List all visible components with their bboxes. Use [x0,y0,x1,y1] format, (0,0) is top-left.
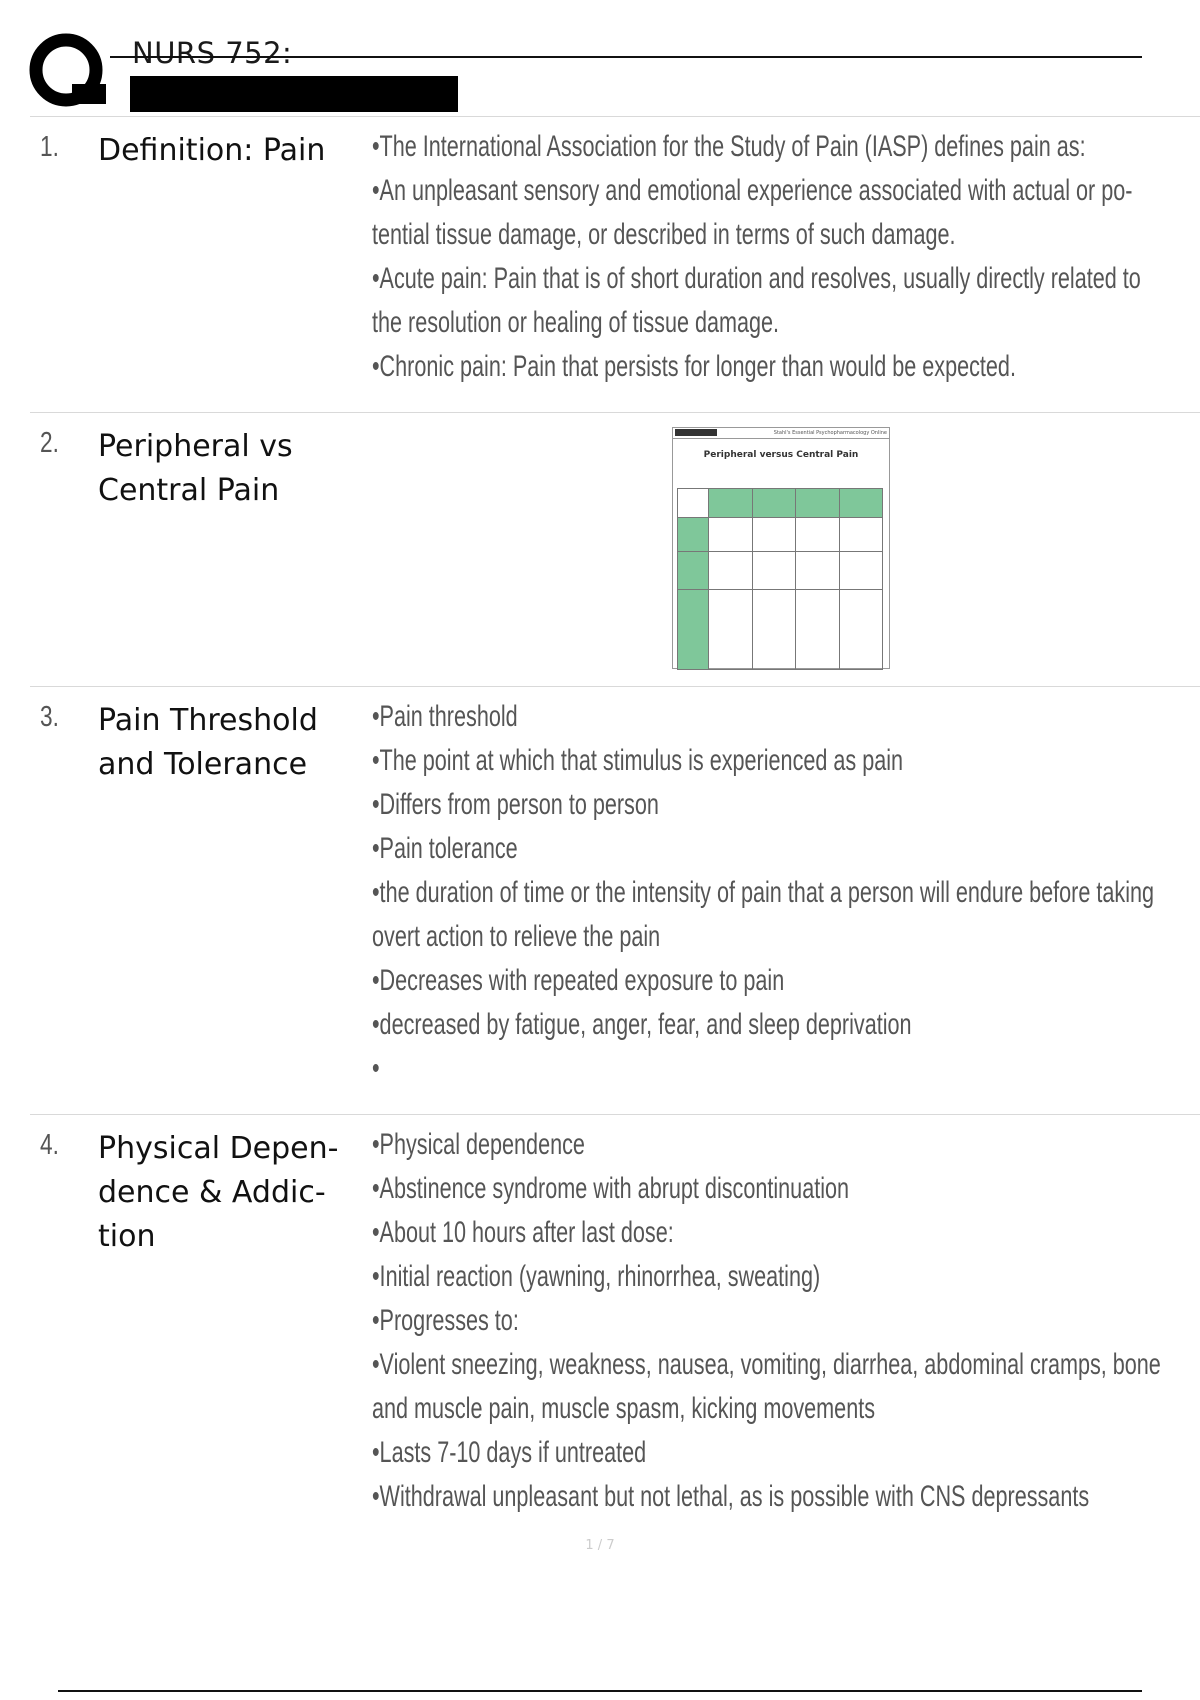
content-line: •Withdrawal unpleasant but not lethal, as is possible with CNS depressants [372,1480,1090,1513]
content-line: •Physical dependence [372,1128,585,1161]
content-line: •Decreases with repeated exposure to pain [372,964,785,997]
content-line: •decreased by fatigue, anger, fear, and sleep deprivation [372,1008,912,1041]
section-content [372,695,1164,1091]
image-table-row [678,518,883,552]
image-tag [675,429,717,436]
content-line: the resolution or healing of tissue damage. [372,306,780,339]
section-definition-pain [30,116,1200,413]
content-line: •The International Association for the Study of Pain (IASP) defines pain as: [372,130,1086,163]
content-line: •The point at which that stimulus is experienced as pain [372,744,904,777]
content-line: •Pain tolerance [372,832,518,865]
content-line: •Progresses to: [372,1304,519,1337]
section-number: 3. [40,701,59,733]
section-dependence-addiction [30,1114,1200,1535]
section-title: Pain Threshold and Tolerance [98,703,318,782]
content-line: and muscle pain, muscle spasm, kicking movements [372,1392,876,1425]
redaction-bar [130,76,458,112]
content-line: •Differs from person to person [372,788,659,821]
content-line: •Lasts 7-10 days if untreated [372,1436,647,1469]
section-content [372,125,1164,389]
section-title: Physical Depen- dence & Addic- tion [98,1131,339,1254]
section-number: 1. [40,131,59,163]
content-line: •About 10 hours after last dose: [372,1216,674,1249]
image-header-strip [673,428,889,439]
content-line: overt action to relieve the pain [372,920,661,953]
content-line: tential tissue damage, or described in terms of such damage. [372,218,956,251]
image-table [677,488,883,670]
logo-icon [28,32,110,114]
content-line: •An unpleasant sensory and emotional experience associated with actual or po- [372,174,1133,207]
image-table-header [678,489,883,518]
content-line: • [372,1052,380,1085]
course-title: NURS 752: [132,36,293,70]
content-line: •Abstinence syndrome with abrupt discontinuation [372,1172,850,1205]
content-line: •Acute pain: Pain that is of short duration and resolves, usually directly related to [372,262,1141,295]
image-table-row [678,590,883,670]
footer-rule [58,1690,1142,1692]
content-line: •the duration of time or the intensity of pain that a person will endure before taking [372,876,1155,909]
peripheral-central-table-image [672,427,890,669]
content-line: •Pain threshold [372,700,518,733]
content-line: •Chronic pain: Pain that persists for longer than would be expected. [372,350,1016,383]
section-peripheral-central [30,412,1200,687]
page-number: 1 / 7 [585,1538,615,1553]
content-line: •Initial reaction (yawning, rhinorrhea, sweating) [372,1260,821,1293]
content-line: •Violent sneezing, weakness, nausea, vomiting, diarrhea, abdominal cramps, bone [372,1348,1161,1381]
section-title: Definition: Pain [98,133,326,168]
section-content [372,1123,1164,1519]
section-title: Peripheral vs Central Pain [98,429,293,508]
header-rule [110,56,1142,58]
image-title: Peripheral versus Central Pain [703,450,859,460]
image-brand: Stahl's Essential Psychopharmacology Online [773,430,887,436]
section-number: 2. [40,427,59,459]
section-number: 4. [40,1129,59,1161]
image-table-row [678,552,883,590]
section-threshold-tolerance [30,686,1200,1115]
